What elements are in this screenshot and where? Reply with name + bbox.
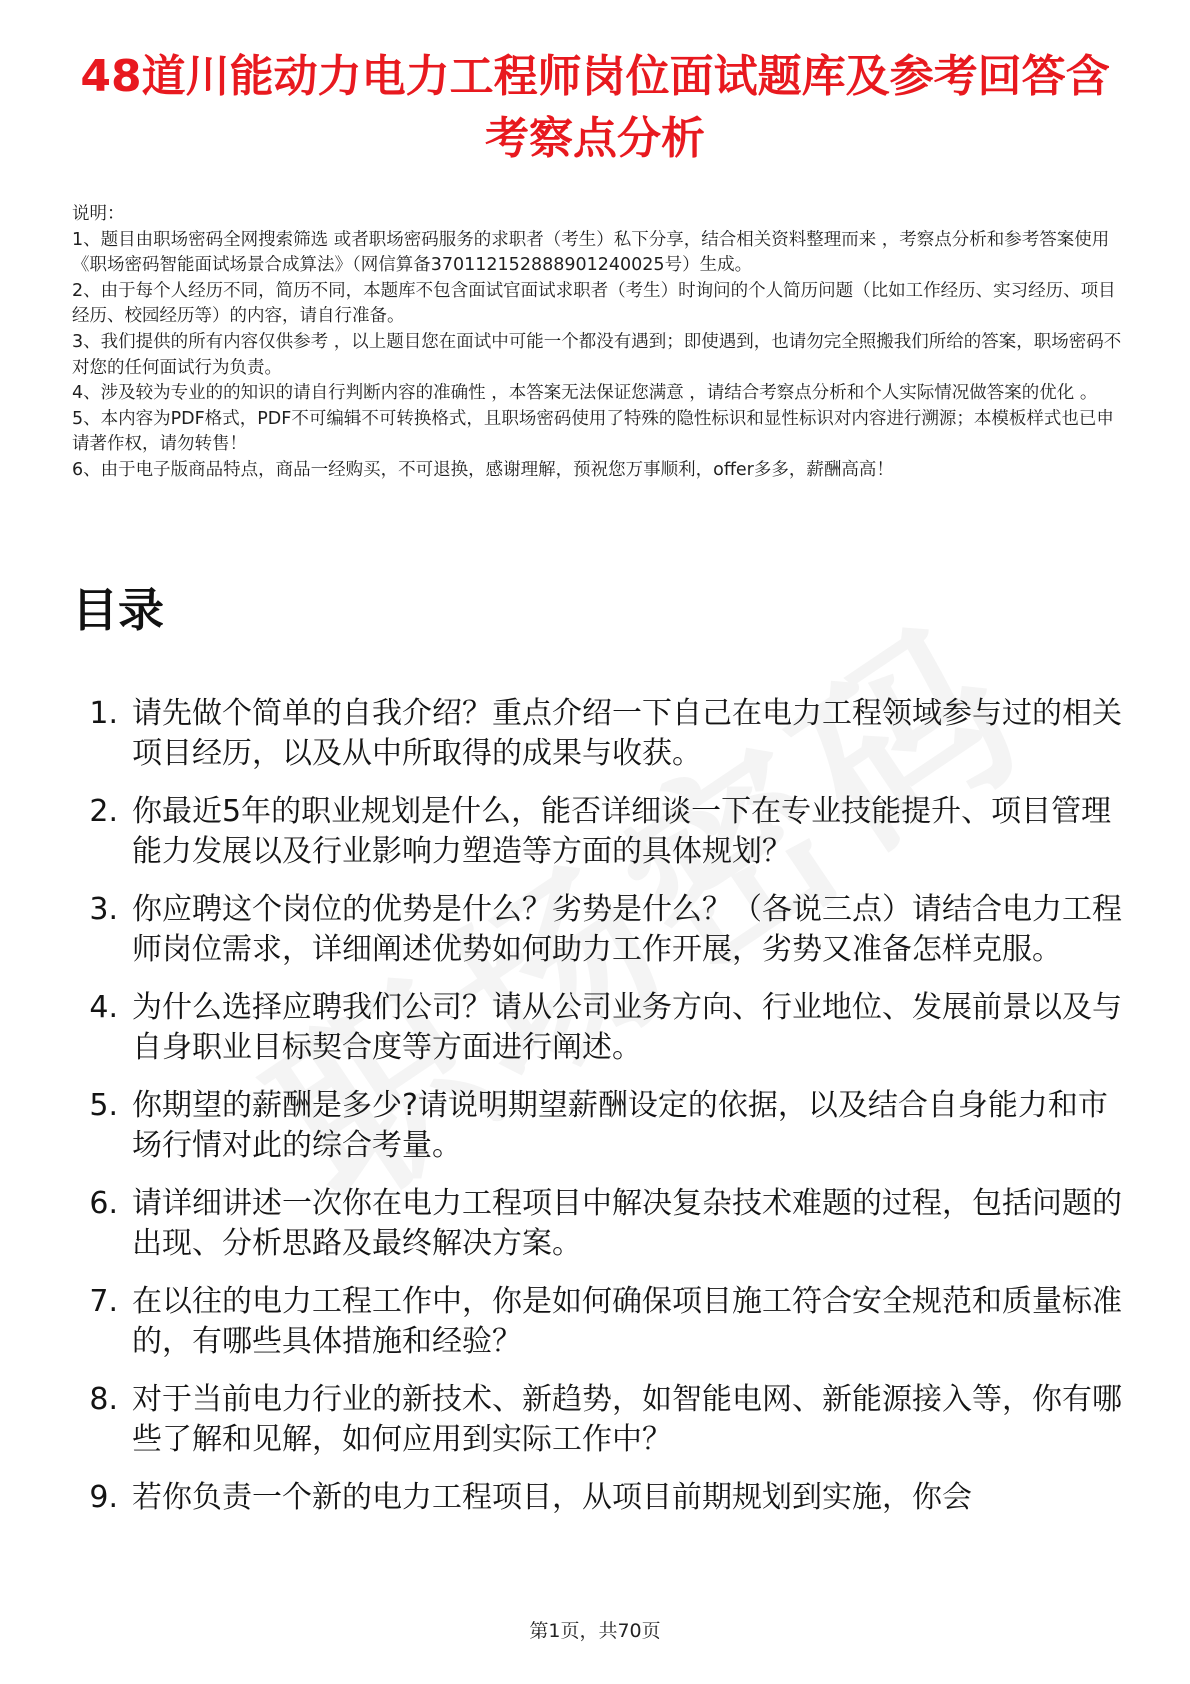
toc-item[interactable] [72, 1282, 1132, 1362]
toc-item-number: 2. [89, 794, 118, 829]
toc-item-text: 你应聘这个岗位的优势是什么？劣势是什么？（各说三点）请结合电力工程师岗位需求，详细阐述优势如何助力工作开展，劣势又准备怎样克服。 [132, 892, 1122, 967]
note-item: 2、由于每个人经历不同，简历不同，本题库不包含面试官面试求职者（考生）时询问的个人简历问题（比如工作经历、实习经历、项目经历、校园经历等）的内容，请自行准备。 [72, 280, 1116, 327]
toc-item-number: 3. [89, 892, 118, 927]
toc-item-text: 你期望的薪酬是多少?请说明期望薪酬设定的依据，以及结合自身能力和市场行情对此的综合考量。 [132, 1088, 1108, 1163]
toc-item[interactable] [72, 1184, 1132, 1264]
page-footer: 第1页，共70页 [529, 1620, 661, 1642]
toc-item[interactable] [72, 988, 1132, 1068]
toc-item[interactable] [72, 792, 1132, 872]
toc-item-number: 8. [89, 1382, 118, 1417]
toc-item[interactable] [72, 1380, 1132, 1460]
toc-item[interactable] [72, 1478, 1132, 1518]
document-title: 48道川能动力电力工程师岗位面试题库及参考回答含考察点分析 [80, 51, 1110, 164]
toc-item-text: 为什么选择应聘我们公司？请从公司业务方向、行业地位、发展前景以及与自身职业目标契合度等方面进行阐述。 [132, 990, 1122, 1065]
toc-item-text: 对于当前电力行业的新技术、新趋势，如智能电网、新能源接入等，你有哪些了解和见解，如何应用到实际工作中？ [132, 1382, 1122, 1457]
toc-heading: 目录 [72, 583, 164, 637]
notes-section [72, 202, 1122, 484]
note-item: 4、涉及较为专业的的知识的请自行判断内容的准确性 ，本答案无法保证您满意 ，请结合考察点分析和个人实际情况做答案的优化 。 [72, 383, 1098, 404]
toc-item-number: 6. [89, 1186, 118, 1221]
note-item: 1、题目由职场密码全网搜索筛选 或者职场密码服务的求职者（考生）私下分享，结合相关资料整理而来 ，考察点分析和参考答案使用《职场密码智能面试场景合成算法》（网信算备370112152888901240025号）生成。 [72, 229, 1110, 276]
toc-item-text: 若你负责一个新的电力工程项目，从项目前期规划到实施，你会 [132, 1480, 972, 1515]
toc-item[interactable] [72, 1086, 1132, 1166]
toc-item[interactable] [72, 694, 1132, 774]
note-item: 3、我们提供的所有内容仅供参考 ，以上题目您在面试中可能一个都没有遇到；即使遇到，也请勿完全照搬我们所给的答案，职场密码不对您的任何面试行为负责。 [72, 331, 1122, 378]
toc-item-number: 5. [89, 1088, 118, 1123]
toc-item-number: 7. [89, 1284, 118, 1319]
toc-item-number: 9. [89, 1480, 118, 1515]
toc-item-text: 你最近5年的职业规划是什么，能否详细谈一下在专业技能提升、项目管理能力发展以及行业影响力塑造等方面的具体规划？ [132, 794, 1112, 869]
toc-item-text: 请详细讲述一次你在电力工程项目中解决复杂技术难题的过程，包括问题的出现、分析思路及最终解决方案。 [132, 1186, 1122, 1261]
toc-list [72, 694, 1132, 1536]
toc-item-text: 请先做个简单的自我介绍？重点介绍一下自己在电力工程领域参与过的相关项目经历，以及从中所取得的成果与收获。 [132, 696, 1122, 771]
notes-heading: 说明： [72, 204, 125, 224]
toc-item-text: 在以往的电力工程工作中，你是如何确保项目施工符合安全规范和质量标准的，有哪些具体措施和经验？ [132, 1284, 1122, 1359]
toc-item-number: 1. [89, 696, 118, 731]
toc-item-number: 4. [89, 990, 118, 1025]
note-item: 6、由于电子版商品特点，商品一经购买，不可退换，感谢理解，预祝您万事顺利，offer多多，薪酬高高！ [72, 459, 894, 480]
toc-item[interactable] [72, 890, 1132, 970]
note-item: 5、本内容为PDF格式，PDF不可编辑不可转换格式，且职场密码使用了特殊的隐性标识和显性标识对内容进行溯源；本模板样式也已申请著作权，请勿转售！ [72, 408, 1114, 455]
